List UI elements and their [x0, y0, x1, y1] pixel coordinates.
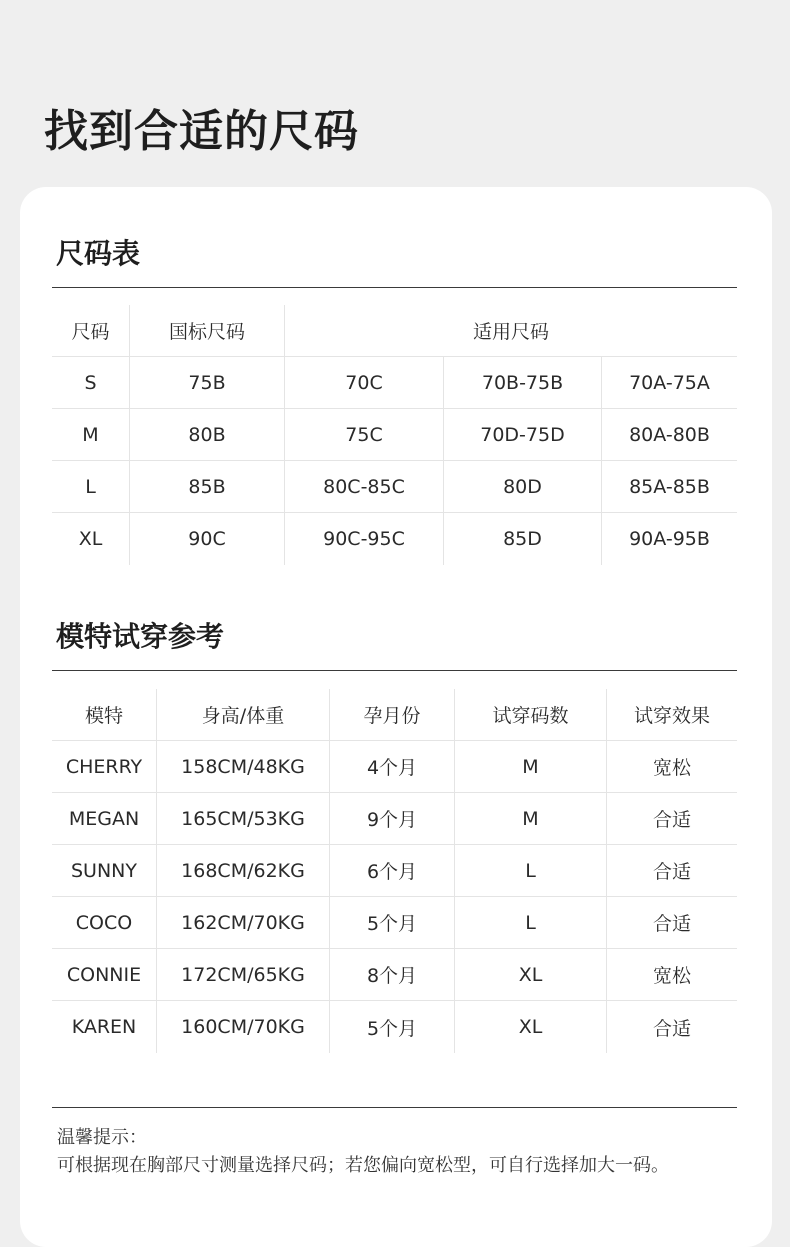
table-cell: 75B	[129, 357, 284, 409]
table-cell: 80A-80B	[601, 409, 737, 461]
size-header-fit: 适用尺码	[284, 305, 737, 357]
table-cell: 合适	[606, 793, 737, 845]
table-cell: MEGAN	[52, 793, 156, 845]
size-header-size: 尺码	[52, 305, 129, 357]
table-cell: XL	[454, 949, 606, 1001]
size-chart-divider	[52, 287, 737, 288]
table-cell: XL	[454, 1001, 606, 1053]
table-cell: 165CM/53KG	[156, 793, 329, 845]
table-cell: 168CM/62KG	[156, 845, 329, 897]
table-cell: S	[52, 357, 129, 409]
table-cell: 162CM/70KG	[156, 897, 329, 949]
table-cell: 158CM/48KG	[156, 741, 329, 793]
table-cell: 5个月	[329, 1001, 454, 1053]
model-header-height-weight: 身高/体重	[156, 689, 329, 741]
tip-text: 可根据现在胸部尺寸测量选择尺码；若您偏向宽松型，可自行选择加大一码。	[57, 1155, 669, 1176]
size-guide-card	[20, 187, 772, 1247]
table-cell: 5个月	[329, 897, 454, 949]
model-header-fit-effect: 试穿效果	[606, 689, 737, 741]
table-cell: L	[454, 845, 606, 897]
table-cell: SUNNY	[52, 845, 156, 897]
tip-label: 温馨提示：	[57, 1127, 147, 1148]
table-cell: 90C	[129, 513, 284, 565]
table-cell: M	[52, 409, 129, 461]
tip-block	[57, 1124, 669, 1180]
table-cell: CHERRY	[52, 741, 156, 793]
table-cell: KAREN	[71, 1016, 137, 1038]
model-reference-divider	[52, 670, 737, 671]
table-cell: M	[454, 741, 606, 793]
table-cell: 80D	[443, 461, 601, 513]
table-cell: 172CM/65KG	[156, 949, 329, 1001]
table-cell: 90C-95C	[284, 513, 443, 565]
table-cell: M	[454, 793, 606, 845]
model-header-tried-size: 试穿码数	[454, 689, 606, 741]
size-chart-table	[52, 305, 737, 565]
size-header-national: 国标尺码	[129, 305, 284, 357]
table-cell: 4个月	[329, 741, 454, 793]
table-cell: 70B-75B	[443, 357, 601, 409]
model-header-pregnancy-month: 孕月份	[329, 689, 454, 741]
table-cell: 9个月	[329, 793, 454, 845]
size-chart-title: 尺码表	[56, 237, 141, 270]
model-reference-table	[52, 689, 737, 1053]
table-cell: 70C	[284, 357, 443, 409]
table-cell: 6个月	[329, 845, 454, 897]
table-cell: 80C-85C	[284, 461, 443, 513]
table-cell: 合适	[606, 1001, 737, 1053]
table-cell: L	[454, 897, 606, 949]
model-header-name: 模特	[52, 689, 156, 741]
table-cell: COCO	[52, 897, 156, 949]
table-cell: 宽松	[606, 949, 737, 1001]
table-cell: 合适	[606, 845, 737, 897]
table-cell: 70A-75A	[601, 357, 737, 409]
table-cell: 85A-85B	[601, 461, 737, 513]
tip-divider	[52, 1107, 737, 1108]
table-cell: 合适	[606, 897, 737, 949]
table-cell: 85B	[129, 461, 284, 513]
table-cell: CONNIE	[52, 949, 156, 1001]
page-title: 找到合适的尺码	[44, 106, 359, 157]
table-cell: 80B	[129, 409, 284, 461]
table-cell: 宽松	[606, 741, 737, 793]
table-cell: 8个月	[329, 949, 454, 1001]
table-cell: 160CM/70KG	[156, 1001, 329, 1053]
table-cell: 75C	[284, 409, 443, 461]
table-cell: 85D	[443, 513, 601, 565]
table-cell: 70D-75D	[443, 409, 601, 461]
table-cell: 90A-95B	[601, 513, 737, 565]
table-cell: XL	[78, 528, 103, 550]
table-cell: L	[52, 461, 129, 513]
model-reference-title: 模特试穿参考	[56, 620, 225, 653]
